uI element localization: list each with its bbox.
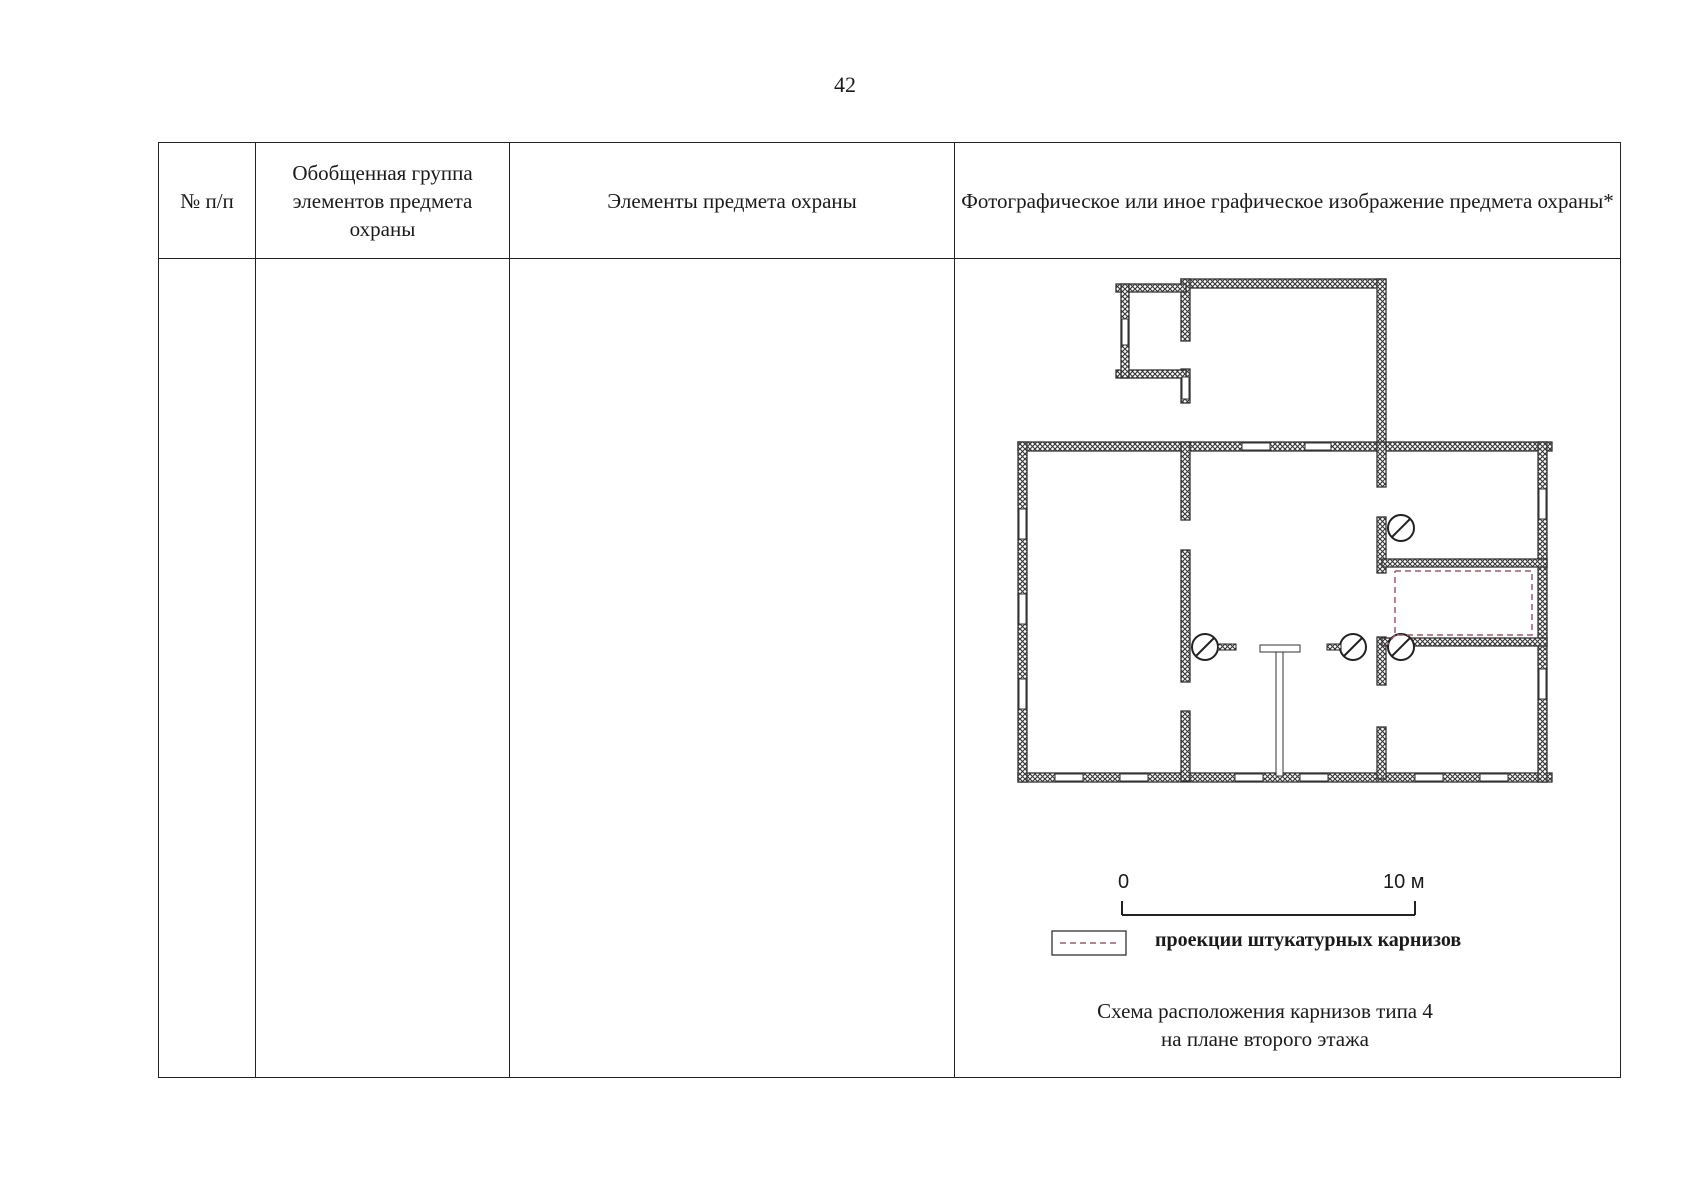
cell-number xyxy=(159,259,256,1078)
scale-bar xyxy=(1122,901,1415,915)
stove-icon xyxy=(1327,634,1366,660)
table-row xyxy=(159,259,1621,1078)
cell-image xyxy=(955,259,1621,1078)
header-elements: Элементы предмета охраны xyxy=(510,143,955,259)
cell-elements xyxy=(510,259,955,1078)
cell-group xyxy=(256,259,510,1078)
legend-swatch xyxy=(1052,931,1126,955)
legend-label: проекции штукатурных карнизов xyxy=(1155,929,1462,951)
plan-walls xyxy=(1018,279,1552,782)
stove-icon xyxy=(1192,634,1236,660)
figure-caption xyxy=(1045,997,1485,1053)
scale-zero-label: 0 xyxy=(1118,871,1130,893)
cornice-projection xyxy=(1387,571,1532,645)
header-number: № п/п xyxy=(159,143,256,259)
header-group: Обобщенная группа элементов предмета охраны xyxy=(256,143,510,259)
caption-line-1: Схема расположения карнизов типа 4 xyxy=(1097,999,1433,1023)
table-header-row xyxy=(159,143,1621,259)
floor-plan-drawing xyxy=(955,259,1621,1077)
scale-end-label: 10 м xyxy=(1383,871,1425,893)
caption-line-2: на плане второго этажа xyxy=(1161,1027,1369,1051)
plan-openings xyxy=(1019,319,1546,781)
protection-table xyxy=(158,142,1621,1078)
page-number: 42 xyxy=(834,72,856,97)
header-image: Фотографическое или иное графическое изображение предмета охраны* xyxy=(955,143,1621,259)
stove-icon xyxy=(1388,515,1414,541)
